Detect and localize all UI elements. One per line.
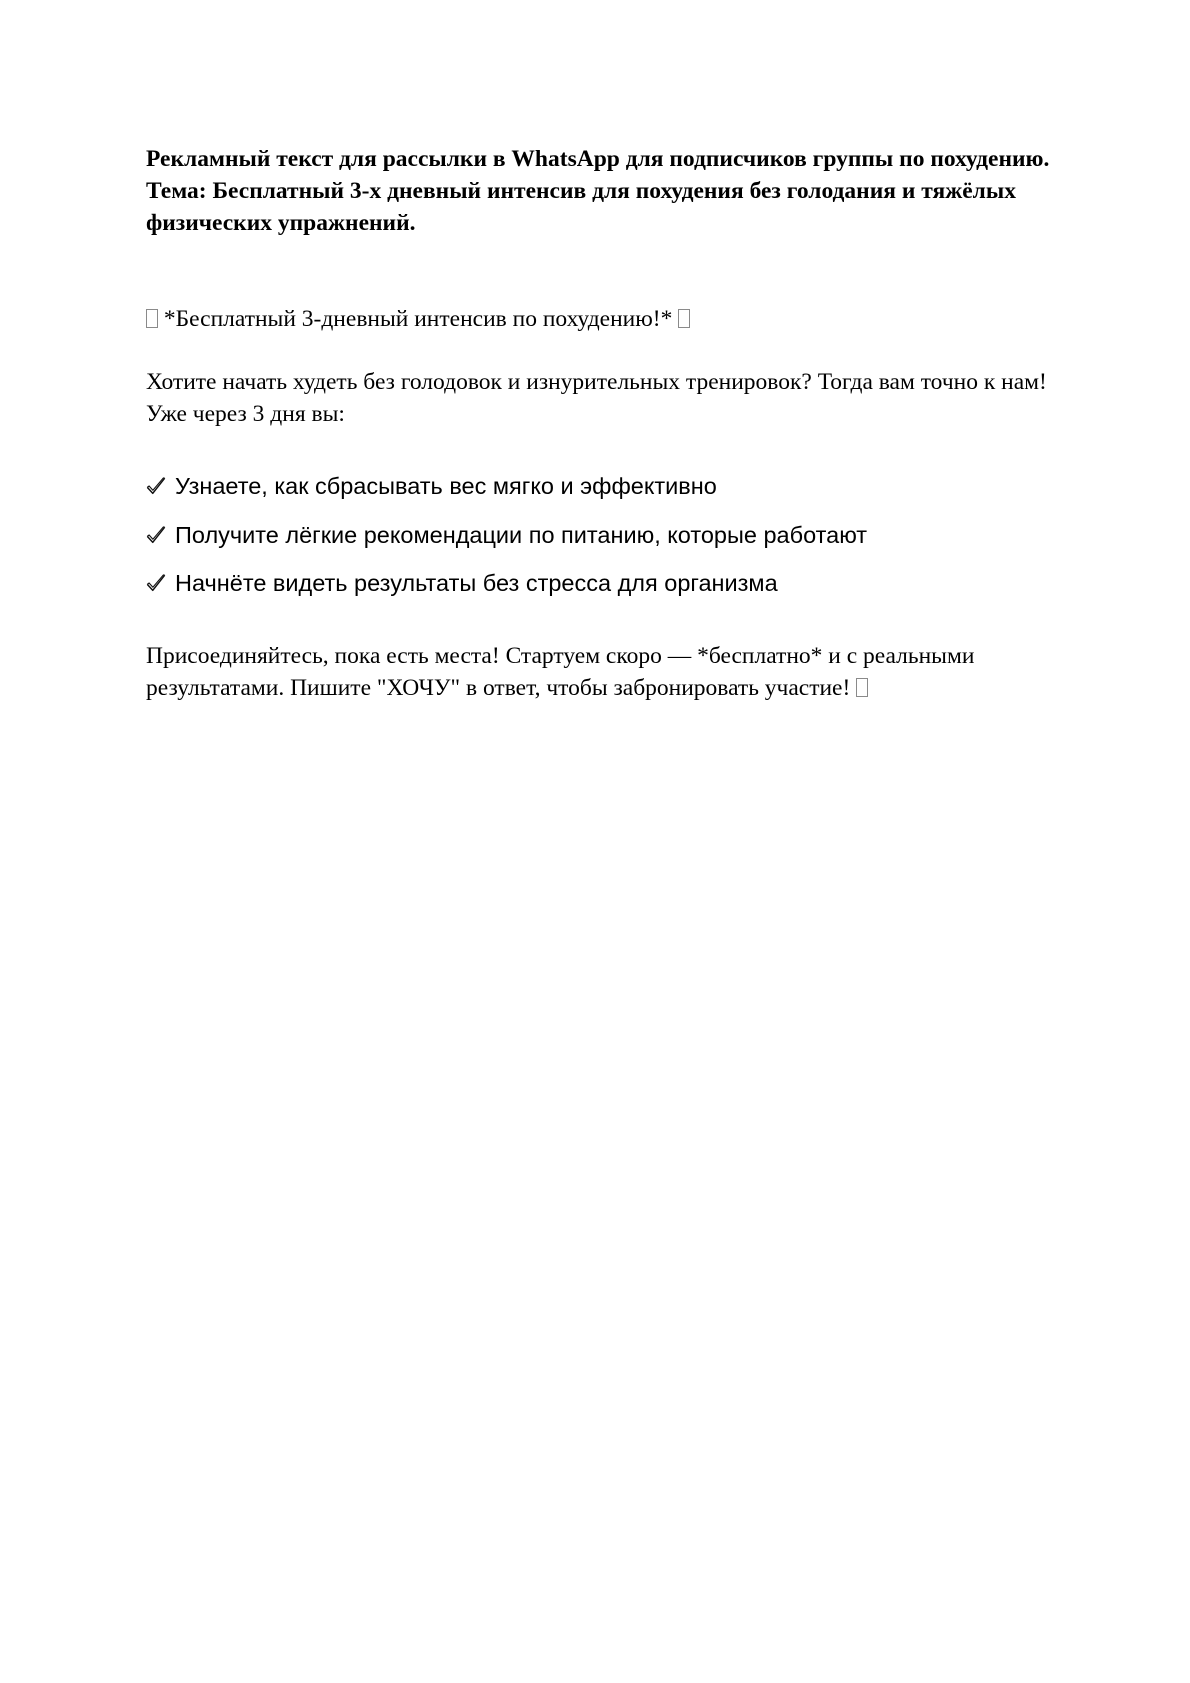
check-mark-icon: [145, 524, 167, 546]
checklist-item-text: Начнёте видеть результаты без стресса для организма: [175, 570, 778, 596]
promo-line: [146, 303, 1066, 335]
intro-paragraph: Хотите начать худеть без голодовок и изнурительных тренировок? Тогда вам точно к нам! Уже через 3 дня вы:: [146, 369, 1047, 427]
checklist-item-text: Получите лёгкие рекомендации по питанию, которые работают: [175, 522, 868, 548]
missing-emoji-icon: [678, 309, 690, 328]
check-mark-icon: [145, 475, 167, 497]
cta-paragraph: [146, 640, 1066, 704]
checklist-item: [145, 470, 717, 502]
cta-paragraph-text: Присоединяйтесь, пока есть места! Стартуем скоро — *бесплатно* и с реальными результатами. Пишите "ХОЧУ" в ответ, чтобы забронировать участие!: [146, 643, 975, 701]
checklist-item-text: Узнаете, как сбрасывать вес мягко и эффективно: [175, 473, 717, 499]
promo-line-text: *Бесплатный 3-дневный интенсив по похудению!*: [163, 306, 673, 332]
document-heading: Рекламный текст для рассылки в WhatsApp для подписчиков группы по похудению. Тема: Бесплатный 3-х дневный интенсив для похудения без голодания и тяжёлых физических упражнений.: [146, 146, 1050, 236]
check-mark-icon: [145, 572, 167, 594]
missing-emoji-icon: [146, 309, 158, 328]
checklist-item: [145, 567, 778, 599]
missing-emoji-icon: [856, 678, 868, 697]
checklist-item: [145, 519, 867, 551]
